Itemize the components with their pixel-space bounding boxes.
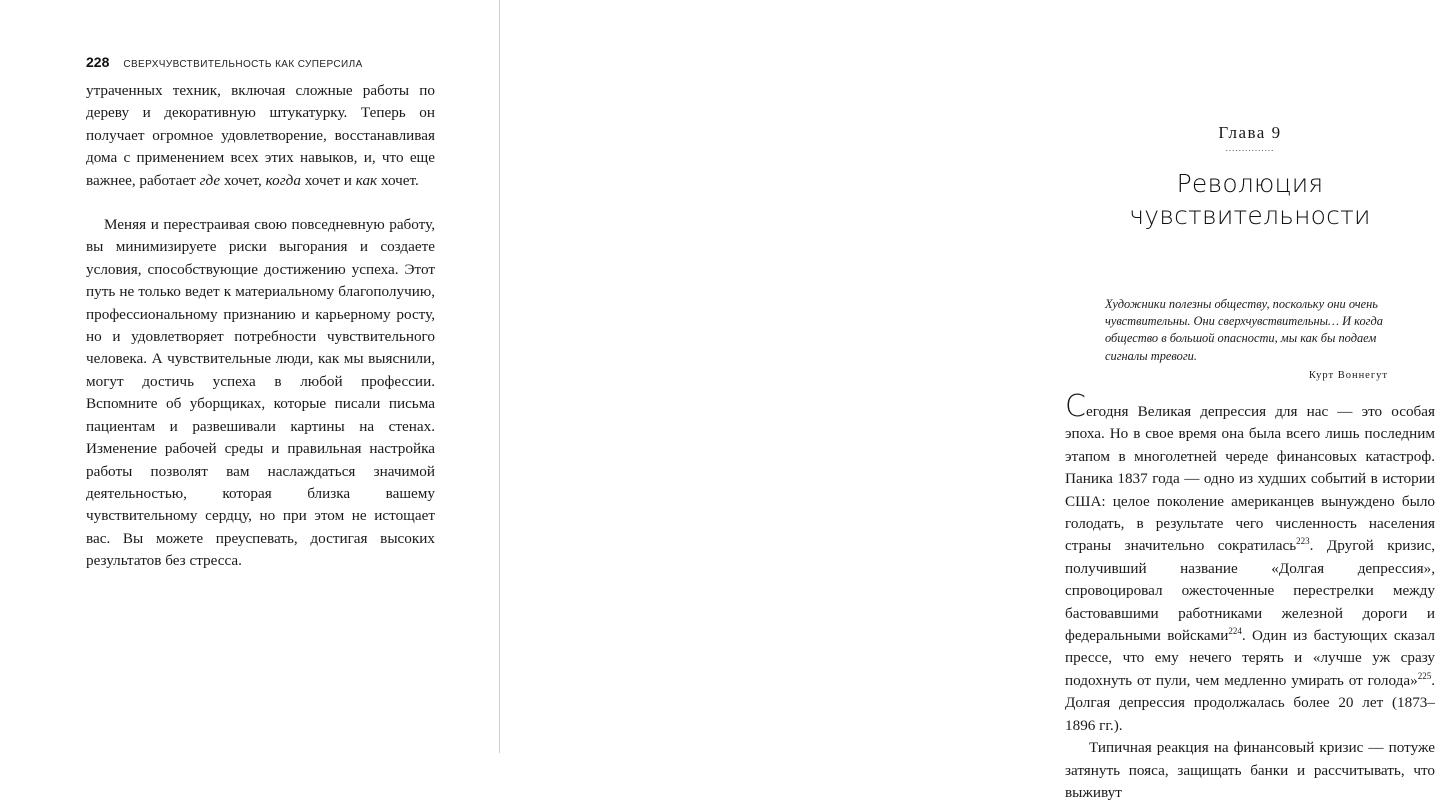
paragraph: Меняя и перестраивая свою повседневную работу, вы минимизируете риски выгорания и создаете условия, способствующие достижению успеха. Этот путь не только ведет к материальному благополучию, профессиональному признанию и карьерному росту, но и удовлетворяет потребности чувствительного человека. А чувствительные люди, как мы выяснили, могут достичь успеха в любой профессии. Вспомните об уборщиках, которые писали письма пациентам и развешивали картины на стенах. Изменение рабочей среды и правильная настройка работы позволят вам наслаждаться значимой деятельностью, которая близка вашему чувствительному сердцу, но при этом не истощает вас. Вы можете преуспевать, достигая высоких результатов без стресса. xyxy=(86,216,435,570)
chapter-label: Глава 9 xyxy=(1218,123,1282,142)
right-body-text xyxy=(1065,389,1435,804)
paragraph: Сегодня Великая депрессия для нас — это особая эпоха. Но в свое время она была всего лишь последним этапом в многолетней череде финансовых катастроф. Паника 1837 года — одно из худших событий в истории США: целое поколение американцев вынуждено было голодать, в результате чего численность населения страны значительно сократилась$^{223}$. Другой кризис, получивший название «Долгая депрессия», спровоцировал ожесточенные перестрелки между бастовавшими работниками железной дороги и федеральными войсками$^{224}$. Один из бастующих сказал прессе, что ему нечего терять и «лучше уж сразу подохнуть от пули, чем медленно умирать от голода»$^{225}$. Долгая депрессия продолжалась более 20 лет (1873–1896 гг.). xyxy=(1065,389,1435,734)
running-head xyxy=(86,54,363,70)
emphasis: как xyxy=(355,171,378,189)
epigraph xyxy=(1105,296,1388,381)
page-number: 228 xyxy=(86,54,110,70)
left-page xyxy=(0,0,500,753)
epigraph-author: Курт Воннегут xyxy=(1308,369,1388,381)
emphasis: где xyxy=(199,171,221,189)
footnote-ref: 224 xyxy=(1228,626,1242,636)
paragraph: утраченных техник, включая сложные работы по дереву и декоративную штукатурку. Теперь он получает огромное удовлетворение, восстанавливая дома с применением всех этих навыков, и, что еще важнее, работает где хочет, когда хочет и как хочет. xyxy=(86,82,435,189)
left-body-text xyxy=(86,80,435,573)
chapter-ornament: ............... xyxy=(1225,143,1275,153)
chapter-title: Революция чувствительности xyxy=(1129,169,1371,230)
footnote-ref: 225 xyxy=(1417,670,1432,681)
right-page xyxy=(500,0,1435,801)
running-title: СВЕРХЧУВСТВИТЕЛЬНОСТЬ КАК СУПЕРСИЛА xyxy=(123,59,363,70)
drop-cap: С xyxy=(1065,389,1086,424)
paragraph: Типичная реакция на финансовый кризис — потуже затянуть пояса, защищать банки и рассчитывать, что выживут xyxy=(1065,739,1435,801)
emphasis: когда xyxy=(265,171,301,189)
epigraph-text: Художники полезны обществу, поскольку они очень чувствительны. Они сверхчувствительны… И когда общество в большой опасности, мы как бы подаем сигналы тревоги. xyxy=(1105,297,1383,363)
footnote-ref: 223 xyxy=(1296,536,1310,547)
